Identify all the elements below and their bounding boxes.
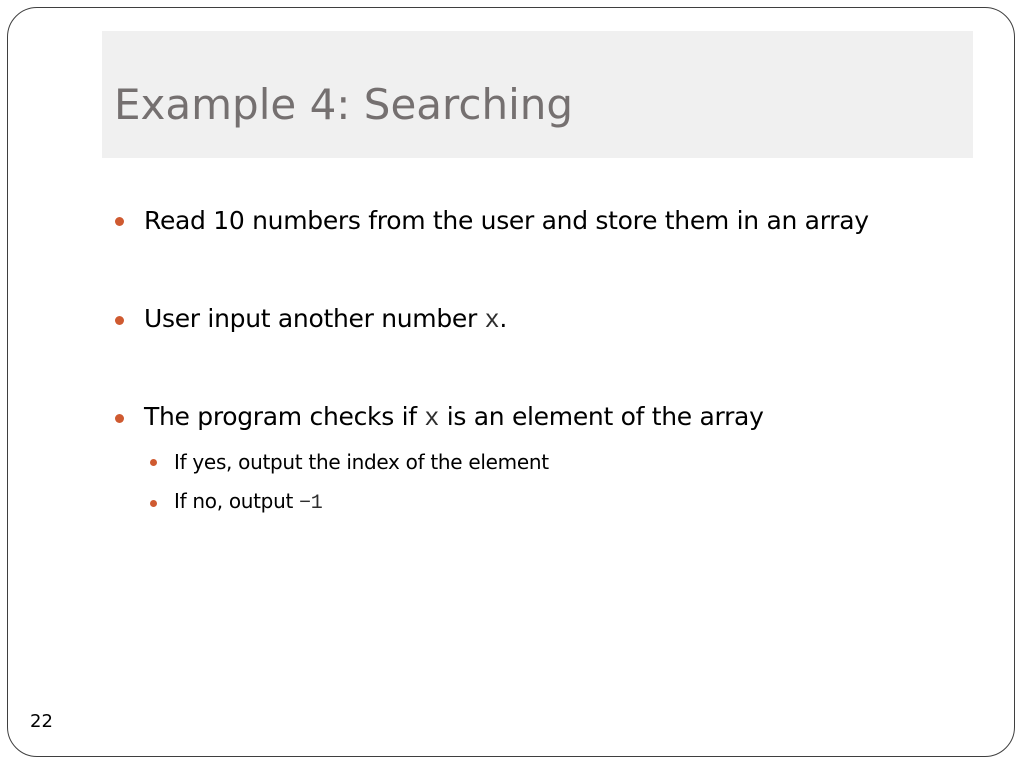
bullet-text: Read 10 numbers from the user and store them in an array <box>144 206 869 235</box>
bullet-item-read-numbers <box>115 208 869 233</box>
bullet-marker-icon <box>115 414 124 423</box>
bullet-item-program-checks <box>115 404 764 431</box>
slide-title: Example 4: Searching <box>114 80 574 129</box>
bullet-text <box>144 306 507 333</box>
bullet-text-after: . <box>499 304 507 333</box>
sub-bullet-item-if-yes <box>150 452 549 472</box>
bullet-text-before: User input another number <box>144 304 485 333</box>
code-value-minus-one: −1 <box>299 492 323 515</box>
bullet-text <box>144 404 764 431</box>
sub-bullet-marker-icon <box>150 459 157 466</box>
title-band <box>102 31 973 158</box>
sub-bullet-item-if-no <box>150 491 322 514</box>
bullet-marker-icon <box>115 316 124 325</box>
sub-bullet-text-before: If no, output <box>174 489 300 513</box>
bullet-item-user-input <box>115 306 507 333</box>
bullet-text-before: The program checks if <box>144 402 425 431</box>
bullet-marker-icon <box>115 217 124 226</box>
code-variable-x: x <box>484 306 500 335</box>
sub-bullet-marker-icon <box>150 500 157 507</box>
sub-bullet-text <box>174 491 322 514</box>
bullet-text-after: is an element of the array <box>439 402 764 431</box>
code-variable-x: x <box>424 404 440 433</box>
sub-bullet-text: If yes, output the index of the element <box>174 450 549 474</box>
page-number: 22 <box>30 711 53 732</box>
